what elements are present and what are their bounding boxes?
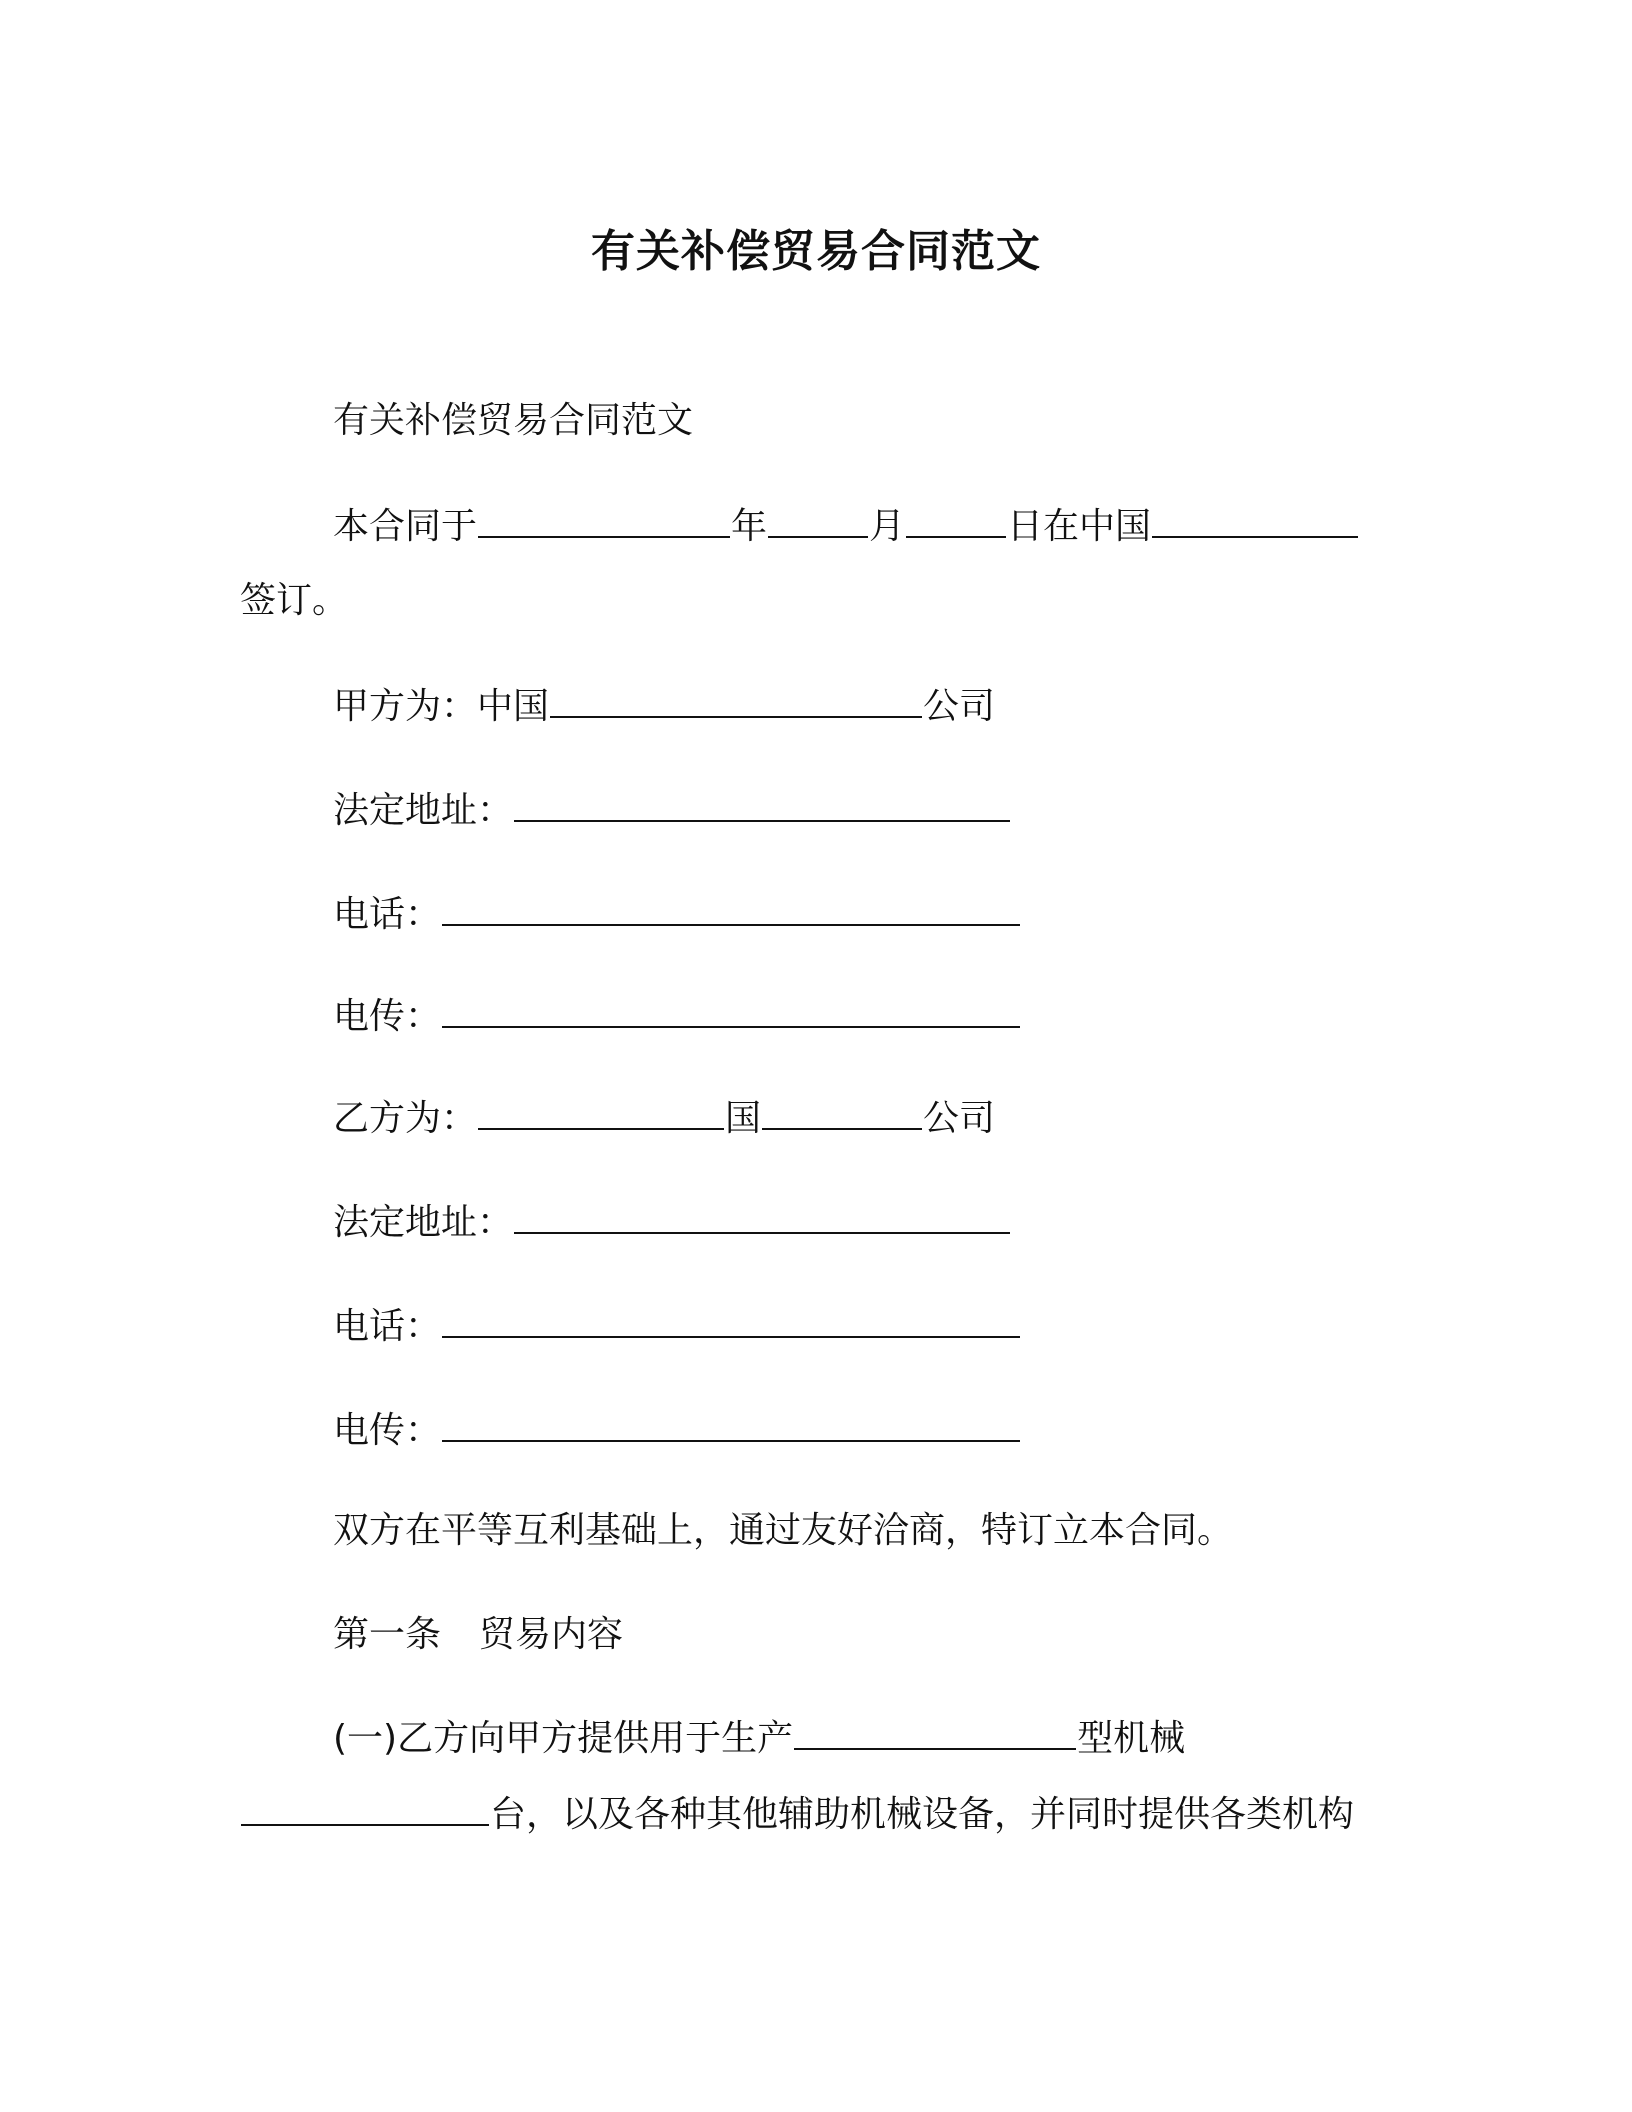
article-1-item-1-line-1 <box>333 1712 1185 1764</box>
party-a-name-blank[interactable] <box>550 680 922 718</box>
item-1-text-part3: 台，以及各种其他辅助机械设备，并同时提供各类机构 <box>490 1794 1355 1835</box>
signing-day-place-label: 日在中国 <box>1007 506 1152 547</box>
item-1-text-part2: 型机械 <box>1077 1718 1186 1759</box>
preamble: 双方在平等互利基础上，通过友好洽商，特订立本合同。 <box>333 1510 1234 1551</box>
party-a-line <box>333 680 995 732</box>
party-b-address-label: 法定地址： <box>333 1202 514 1243</box>
party-a-phone-label: 电话： <box>333 894 442 935</box>
article-1-item-1-line-2 <box>240 1788 1354 1840</box>
signing-date-blank[interactable] <box>478 500 730 538</box>
signing-signed: 签订。 <box>240 580 349 621</box>
party-b-label: 乙方为： <box>333 1098 478 1139</box>
party-b-address-blank[interactable] <box>514 1196 1010 1234</box>
item-1-model-blank[interactable] <box>794 1712 1076 1750</box>
article-1-number: 第一条 <box>333 1614 442 1655</box>
party-a-address-line <box>333 784 1011 836</box>
signing-year-label: 年 <box>731 506 768 547</box>
party-b-country-blank[interactable] <box>478 1092 724 1130</box>
party-a-address-blank[interactable] <box>514 784 1010 822</box>
article-1-title: 贸易内容 <box>479 1614 624 1655</box>
item-1-text-part1: (一)乙方向甲方提供用于生产 <box>333 1718 794 1759</box>
document-title: 有关补偿贸易合同范文 <box>591 226 1041 277</box>
party-a-phone-line <box>333 888 1021 940</box>
signing-line <box>333 500 1359 552</box>
signing-month-blank[interactable] <box>768 500 868 538</box>
party-a-fax-label: 电传： <box>333 996 442 1037</box>
party-b-phone-blank[interactable] <box>442 1300 1020 1338</box>
party-a-label: 甲方为：中国 <box>333 686 550 727</box>
article-1-heading <box>333 1610 623 1660</box>
signing-month-label: 月 <box>869 506 906 547</box>
party-b-country-label: 国 <box>725 1098 762 1139</box>
signing-place-blank[interactable] <box>1152 500 1358 538</box>
party-a-address-label: 法定地址： <box>333 790 514 831</box>
party-b-name-blank[interactable] <box>762 1092 922 1130</box>
party-a-fax-line <box>333 990 1021 1042</box>
party-b-phone-label: 电话： <box>333 1306 442 1347</box>
party-a-suffix: 公司 <box>923 686 996 727</box>
party-b-fax-line <box>333 1404 1021 1456</box>
signing-prefix: 本合同于 <box>333 506 478 547</box>
signing-day-blank[interactable] <box>906 500 1006 538</box>
party-a-phone-blank[interactable] <box>442 888 1020 926</box>
party-a-fax-blank[interactable] <box>442 990 1020 1028</box>
party-b-fax-blank[interactable] <box>442 1404 1020 1442</box>
party-b-line <box>333 1092 995 1144</box>
item-1-quantity-blank[interactable] <box>241 1788 489 1826</box>
party-b-fax-label: 电传： <box>333 1410 442 1451</box>
party-b-address-line <box>333 1196 1011 1248</box>
party-b-suffix: 公司 <box>923 1098 996 1139</box>
document-subtitle: 有关补偿贸易合同范文 <box>333 400 694 441</box>
party-b-phone-line <box>333 1300 1021 1352</box>
